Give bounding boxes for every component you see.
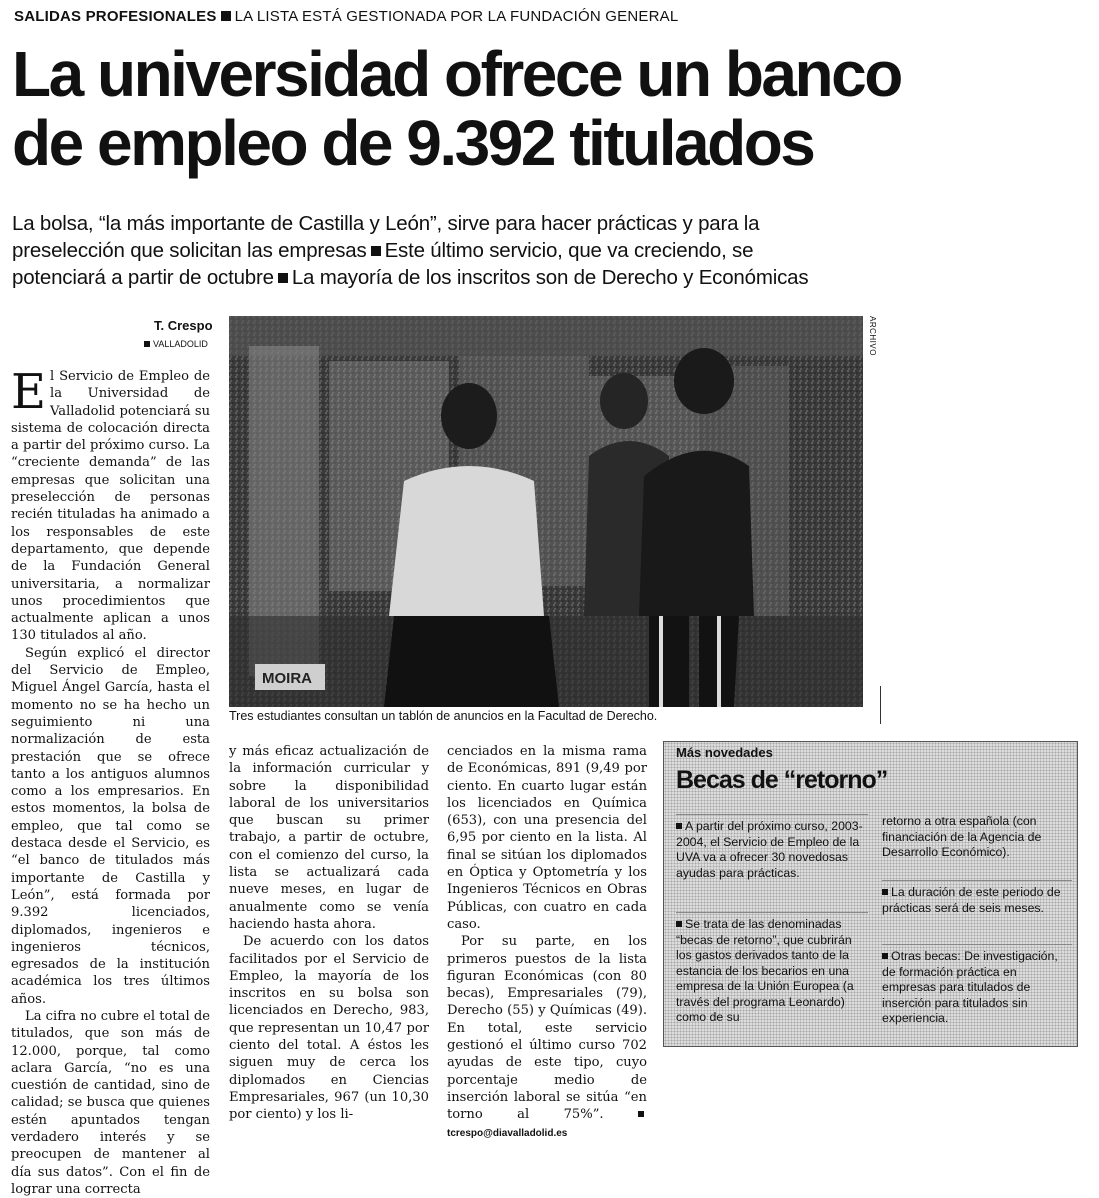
divider <box>882 880 1072 881</box>
column-rule <box>880 686 881 724</box>
sidebar-item-continued: retorno a otra española (con financiación de la Agencia de Desarrollo Económico). <box>882 814 1042 859</box>
photo-caption: Tres estudiantes consultan un tablón de anuncios en la Facultad de Derecho. <box>229 709 658 723</box>
dek-line-2 <box>12 237 872 264</box>
article-column-1 <box>11 364 210 1198</box>
section-subkicker: LA LISTA ESTÁ GESTIONADA POR LA FUNDACIÓN GENERAL <box>234 8 679 25</box>
bullet-square-icon <box>278 273 288 283</box>
headline-line-1: La universidad ofrece un banco <box>12 38 901 110</box>
section-name: SALIDAS PROFESIONALES <box>14 8 217 25</box>
bullet-square-icon <box>638 1111 644 1117</box>
divider <box>676 814 868 815</box>
sidebar-item-text: La duración de este periodo de prácticas será de seis meses. <box>882 885 1061 915</box>
article-paragraph: cenciados en la misma rama de Económicas, 891 (9,49 por ciento. En cuarto lugar están los licenciados en Química (653), con una presencia del 6,95 por ciento en la lista. Al final se sitúan los diplomados en Óptica y Optometría y los Ingenieros Técnicos en Obras Públicas, con cuatro en cada caso. <box>447 744 647 932</box>
article-paragraph: La cifra no cubre el total de titulados, que son más de 12.000, porque, tal como aclara García, “no es una cuestión de cantidad, sino de calidad; se busca que quienes estén apuntados tengan verdadero interés y se preocupen de mantener al día sus datos”. Con el fin de lograr una correcta <box>11 1008 210 1197</box>
article-paragraph <box>11 364 210 645</box>
bullet-square-icon <box>882 889 888 895</box>
dek-line-3b: La mayoría de los inscritos son de Derecho y Económicas <box>291 266 809 289</box>
dek-line-3 <box>12 264 872 291</box>
sidebar-item <box>676 814 868 881</box>
dek-line-3a: potenciará a partir de octubre <box>12 266 274 289</box>
section-kicker <box>14 8 678 25</box>
byline-city-text: VALLADOLID <box>153 339 208 349</box>
article-column-2 <box>229 743 429 1124</box>
article-photo <box>229 316 863 707</box>
dek-line-2a: preselección que solicitan las empresas <box>12 239 367 262</box>
sidebar-item <box>882 944 1072 1027</box>
divider <box>882 944 1072 945</box>
sidebar-item <box>882 880 1072 916</box>
byline-author: T. Crespo <box>154 318 213 333</box>
bullet-square-icon <box>676 823 682 829</box>
photo-students-notice-board <box>229 316 863 707</box>
sidebar-item-text: Otras becas: De investigación, de formación práctica en empresas para titulados de inserción para titulados sin experiencia. <box>882 949 1058 1025</box>
article-column-3 <box>447 743 647 1142</box>
article-paragraph: Según explicó el director del Servicio de Empleo, Miguel Ángel García, hasta el momento no se ha hecho un seguimiento ni una normalización de esta prestación que se ofrece tanto a los antiguos alumnos como a los empresarios. En estos momentos, la bolsa de empleo, que tal como se destaca desde el Servicio, es “el banco de titulados más importante de Castilla y León”, está formada por 9.392 licenciados, diplomados, ingenieros e ingenieros técnicos, egresados de la institución académica los tres últimos años. <box>11 645 210 1007</box>
drop-cap: E <box>11 364 47 420</box>
author-email: tcrespo@diavalladolid.es <box>447 1127 568 1139</box>
article-paragraph <box>447 933 647 1142</box>
bullet-square-icon <box>882 953 888 959</box>
article-paragraph: De acuerdo con los datos facilitados por el Servicio de Empleo, la mayoría de los inscritos en su bolsa son licenciados en Derecho, 983, que representan un 10,47 por ciento del total. A éstos les siguen muy de cerca los diplomados en Ciencias Empresariales, 967 (un 10,30 por ciento) y los li- <box>229 934 429 1123</box>
byline-city <box>144 339 208 349</box>
paragraph-text: Por su parte, en los primeros puestos de la lista figuran Económicas (con 80 becas), Empresariales (79), Derecho (55) y Químicas (49). En total, este servicio gestionó el último curso 702 ayudas de este tipo, cuyo porcentaje medio de inserción laboral se sitúa “en torno al 75%”. <box>447 934 647 1123</box>
photo-sign-text: MOIRA <box>262 670 312 687</box>
sidebar-item <box>676 912 868 1026</box>
dek-line-1: La bolsa, “la más importante de Castilla y León”, sirve para hacer prácticas y para la <box>12 212 760 235</box>
headline <box>12 38 901 179</box>
divider <box>676 912 868 913</box>
article-paragraph: y más eficaz actualización de la información curricular y sobre la disponibilidad laboral de los universitarios que buscan su primer trabajo, a partir de octubre, con el comienzo del curso, la lista se actualizará cada nueve meses, en lugar de anualmente como se venía haciendo hasta ahora. <box>229 744 429 932</box>
sidebar-title: Becas de “retorno” <box>676 766 888 794</box>
dek-line-2b: Este último servicio, que va creciendo, se <box>384 239 754 262</box>
sidebar-item-text: Se trata de las denominadas “becas de retorno”, que cubrirán los gastos derivados tanto de la estancia de los becarios en una empresa de la Unión Europea (a través del programa Leonardo) como de su <box>676 917 854 1024</box>
sidebar-label: Más novedades <box>676 745 773 760</box>
paragraph-text: l Servicio de Empleo de la Universidad de Valladolid potenciará su sistema de colocación directa a partir del próximo curso. La “creciente demanda” de las empresas que solicitan una preselección de personas recién tituladas ha animado a los responsables de este departamento, que depende de la Fundación General universitaria, a normalizar unos procedimientos que actualmente aplican a unos 130 titulados al año. <box>11 369 210 644</box>
bullet-square-icon <box>371 246 381 256</box>
photo-credit: ARCHIVO <box>868 316 877 356</box>
bullet-square-icon <box>144 341 150 347</box>
sidebar-box <box>663 741 1078 1047</box>
headline-line-2: de empleo de 9.392 titulados <box>12 107 814 179</box>
dek <box>12 210 872 291</box>
bullet-square-icon <box>221 11 231 21</box>
sidebar-item-text: A partir del próximo curso, 2003-2004, el Servicio de Empleo de la UVA va a ofrecer 30 novedosas ayudas para prácticas. <box>676 819 863 880</box>
bullet-square-icon <box>676 921 682 927</box>
